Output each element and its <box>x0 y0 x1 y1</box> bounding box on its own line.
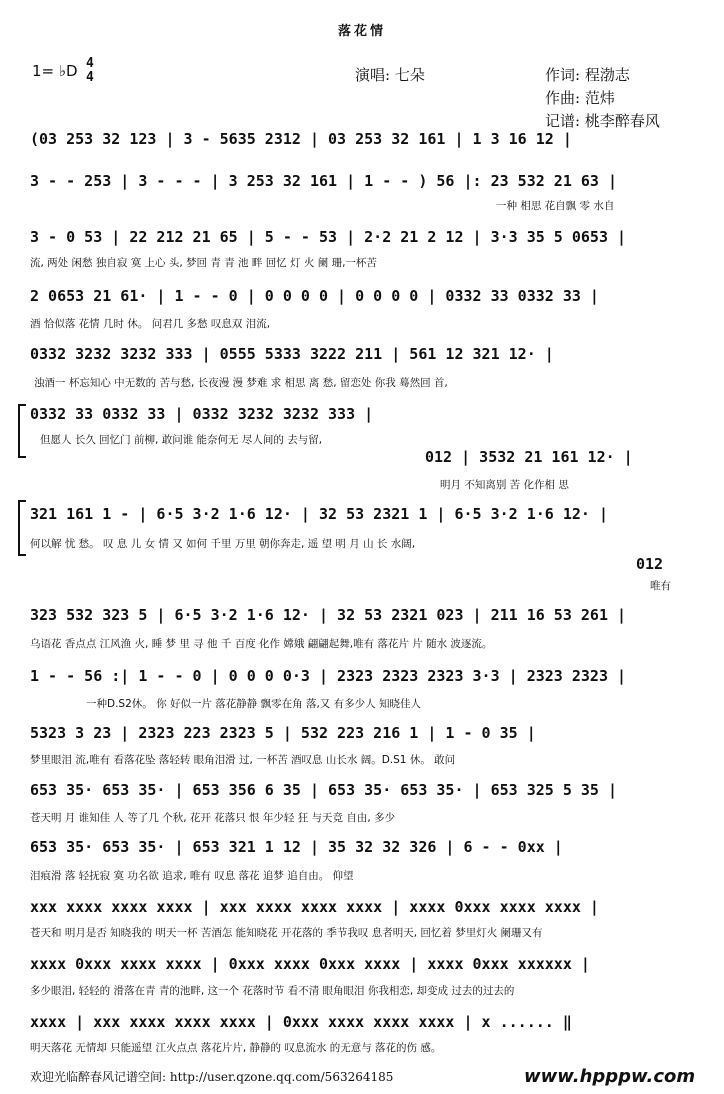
lyric-line: 梦里眼泪 流,唯有 看落花坠 落轻转 眼角泪滑 过, 一杯苦 酒叹息 山长水 阔。D.S1 休。 敢问 <box>30 754 456 766</box>
lyric-line: 一种D.S2休。 你 好似一片 落花静静 飘零在角 落,又 有多少人 知晓佳人 <box>86 698 421 710</box>
notation-line: 5323 3 23 | 2323 223 2323 5 | 532 223 216 1 | 1 - 0 35 | <box>30 724 536 742</box>
notation-line: xxxx 0xxx xxxx xxxx | 0xxx xxxx 0xxx xxxx | xxxx 0xxx xxxxxx | <box>30 955 590 973</box>
site-watermark: www.hpppw.com <box>524 1066 696 1087</box>
notation-line: 3 - 0 53 | 22 212 21 65 | 5 - - 53 | 2·2 21 2 12 | 3·3 35 5 0653 | <box>30 228 627 246</box>
lyricist-credit: 作词: 程渤志 <box>545 66 630 84</box>
singer-credit: 演唱: 七朵 <box>355 66 425 84</box>
notation-line: 0332 3232 3232 333 | 0555 5333 3222 211 | 561 12 321 12· | <box>30 345 554 363</box>
notation-line: 653 35· 653 35· | 653 321 1 12 | 35 32 32 326 | 6 - - 0xx | <box>30 838 563 856</box>
lyric-line: 浊酒一 杯忘知心 中无数的 苦与愁, 长夜漫 漫 梦难 求 相思 离 愁, 留恋处 你我 蓦然回 首, <box>34 377 448 389</box>
lyric-line: 泪痕滑 落 轻抚寂 寞 功名欲 追求, 唯有 叹息 落花 追梦 追自由。 仰望 <box>30 870 354 882</box>
lyric-line: 酒 恰似落 花情 几时 休。 问君几 多愁 叹息双 泪流, <box>30 318 271 330</box>
notation-line: 653 35· 653 35· | 653 356 6 35 | 653 35· 653 35· | 653 325 5 35 | <box>30 781 617 799</box>
notation-line: 323 532 323 5 | 6·5 3·2 1·6 12· | 32 53 2321 023 | 211 16 53 261 | <box>30 606 627 624</box>
notation-line: xxx xxxx xxxx xxxx | xxx xxxx xxxx xxxx | xxxx 0xxx xxxx xxxx | <box>30 898 599 916</box>
notation-line: 012 <box>636 555 664 573</box>
song-title: 落花情 <box>337 24 386 39</box>
notation-line: 3 - - 253 | 3 - - - | 3 253 32 161 | 1 - - ) 56 |: 23 532 21 63 | <box>30 172 617 190</box>
lyric-line: 唯有 <box>650 580 671 592</box>
lyric-line: 多少眼泪, 轻轻的 滑落在青 青的池畔, 这一个 花落时节 看不清 眼角眼泪 你我相恋, 却变成 过去的过去的 <box>30 985 515 997</box>
notation-line: 2 0653 21 61· | 1 - - 0 | 0 0 0 0 | 0 0 0 0 | 0332 33 0332 33 | <box>30 287 599 305</box>
footer-text: 欢迎光临醉春风记谱空间: http://user.qzone.qq.com/563264185 <box>30 1070 394 1084</box>
lyric-line: 但愿人 长久 回忆门 前柳, 敢问谁 能奈何无 尽人间的 去与留, <box>40 434 323 446</box>
notation-line: 321 161 1 - | 6·5 3·2 1·6 12· | 32 53 2321 1 | 6·5 3·2 1·6 12· | <box>30 505 608 523</box>
time-signature-bottom: 4 <box>86 70 94 85</box>
lyric-line: 苍天明 月 谁知佳 人 等了几 个秋, 花开 花落只 恨 年少轻 狂 与天竞 自由, 多少 <box>30 812 396 824</box>
lyric-line: 明月 不知离别 苦 化作相 思 <box>440 479 569 491</box>
notation-line: (03 253 32 123 | 3 - 5635 2312 | 03 253 32 161 | 1 3 16 12 | <box>30 130 572 148</box>
repeat-brace <box>18 404 26 458</box>
lyric-line: 苍天和 明月是否 知晓我的 明天一杯 苦酒怎 能知晓花 开花落的 季节我叹 息者明天, 回忆着 梦里灯火 阑珊又有 <box>30 927 543 939</box>
transcriber-credit: 记谱: 桃李醉春风 <box>545 112 660 130</box>
lyric-line: 乌语花 香点点 江风渔 火, 睡 梦 里 寻 他 千 百度 化作 嫦娥 翩翩起舞,唯有 落花片 片 随水 波逐流。 <box>30 638 493 650</box>
time-signature-top: 4 <box>86 56 94 71</box>
notation-line: 1 - - 56 :| 1 - - 0 | 0 0 0 0·3 | 2323 2323 2323 3·3 | 2323 2323 | <box>30 667 627 685</box>
composer-credit: 作曲: 范炜 <box>545 89 615 107</box>
lyric-line: 何以解 忧 愁。 叹 息 儿 女 情 又 如何 千里 万里 朝你奔走, 遥 望 明 月 山 长 水阔, <box>30 538 416 550</box>
key-signature: 1= ♭D <box>32 62 78 80</box>
lyric-line: 一种 相思 花自飘 零 水自 <box>496 200 615 212</box>
notation-line: 012 | 3532 21 161 12· | <box>425 448 633 466</box>
lyric-line: 流, 两处 闲愁 独自寂 寞 上心 头, 梦回 青 青 池 畔 回忆 灯 火 阑 珊,一杯苦 <box>30 257 377 269</box>
notation-line: xxxx | xxx xxxx xxxx xxxx | 0xxx xxxx xxxx xxxx | x ...... ‖ <box>30 1013 572 1031</box>
repeat-brace <box>18 500 26 556</box>
notation-line: 0332 33 0332 33 | 0332 3232 3232 333 | <box>30 405 374 423</box>
lyric-line: 明天落花 无情却 只能遥望 江火点点 落花片片, 静静的 叹息流水 的无意与 落花的伤 感。 <box>30 1042 442 1054</box>
